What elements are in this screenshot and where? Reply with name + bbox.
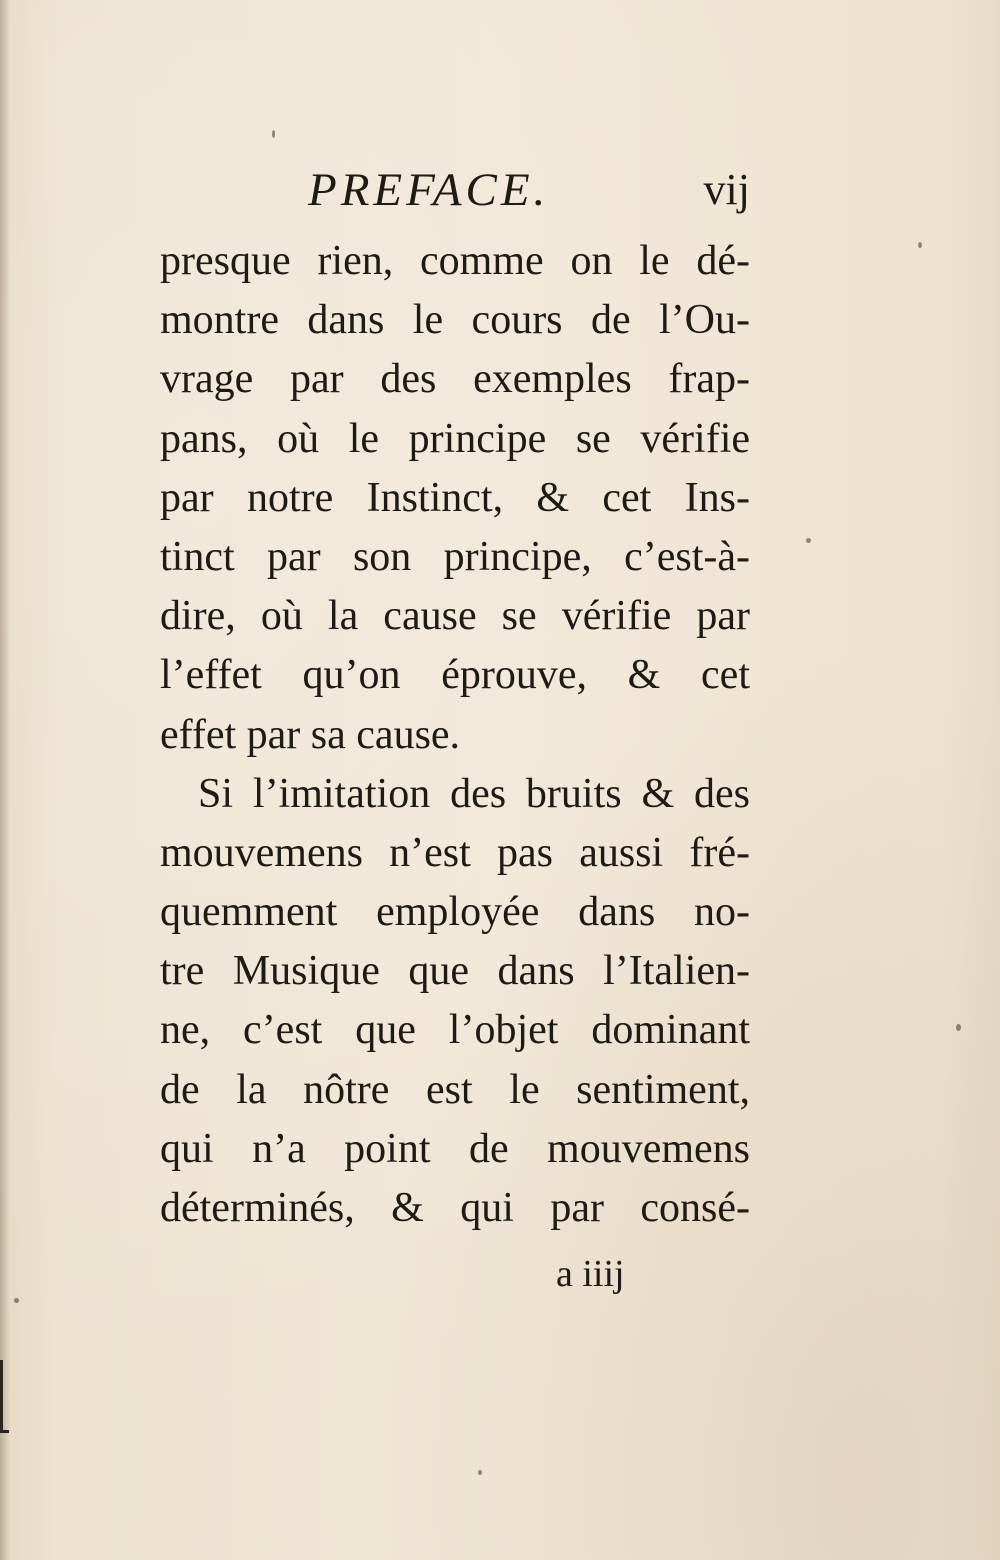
text-line: tre Musique que dans l’Italien- [160,948,750,995]
paragraph-start-line: Si l’imitation des bruits & des [198,770,750,817]
text-line: vrage par des exemples frap- [160,356,750,403]
paper-speck [956,1024,961,1031]
text-line: mouvemens n’est pas aussi fré- [160,829,750,876]
text-line: dire, où la cause se vérifie par [160,593,750,640]
page-edge-mark [0,1360,9,1433]
text-line: quemment employée dans no- [160,889,750,936]
running-head-title: PREFACE. [308,164,550,216]
text-line: pans, où le principe se vérifie [160,415,750,462]
paper-speck [806,538,811,543]
page-left-edge-shadow [0,0,10,1560]
paper-speck [478,1470,482,1475]
body-text [160,232,750,1238]
text-line: l’effet qu’on éprouve, & cet [160,652,750,699]
text-line: montre dans le cours de l’Ou- [160,297,750,344]
text-line: par notre Instinct, & cet Ins- [160,474,750,521]
text-line: qui n’a point de mouvemens [160,1125,750,1172]
text-line: effet par sa cause. [160,711,461,758]
paper-speck [918,242,922,248]
page-number: vij [703,165,750,214]
paper-speck [14,1298,19,1303]
running-head [160,160,750,220]
text-line: déterminés, & qui par consé- [160,1185,750,1231]
text-line: presque rien, comme on le dé- [160,238,750,284]
text-line: ne, c’est que l’objet dominant [160,1007,750,1054]
text-line: tinct par son principe, c’est-à- [160,533,750,580]
signature-mark: a iiij [556,1253,625,1295]
paper-speck [272,130,275,138]
text-line: de la nôtre est le sentiment, [160,1066,750,1113]
